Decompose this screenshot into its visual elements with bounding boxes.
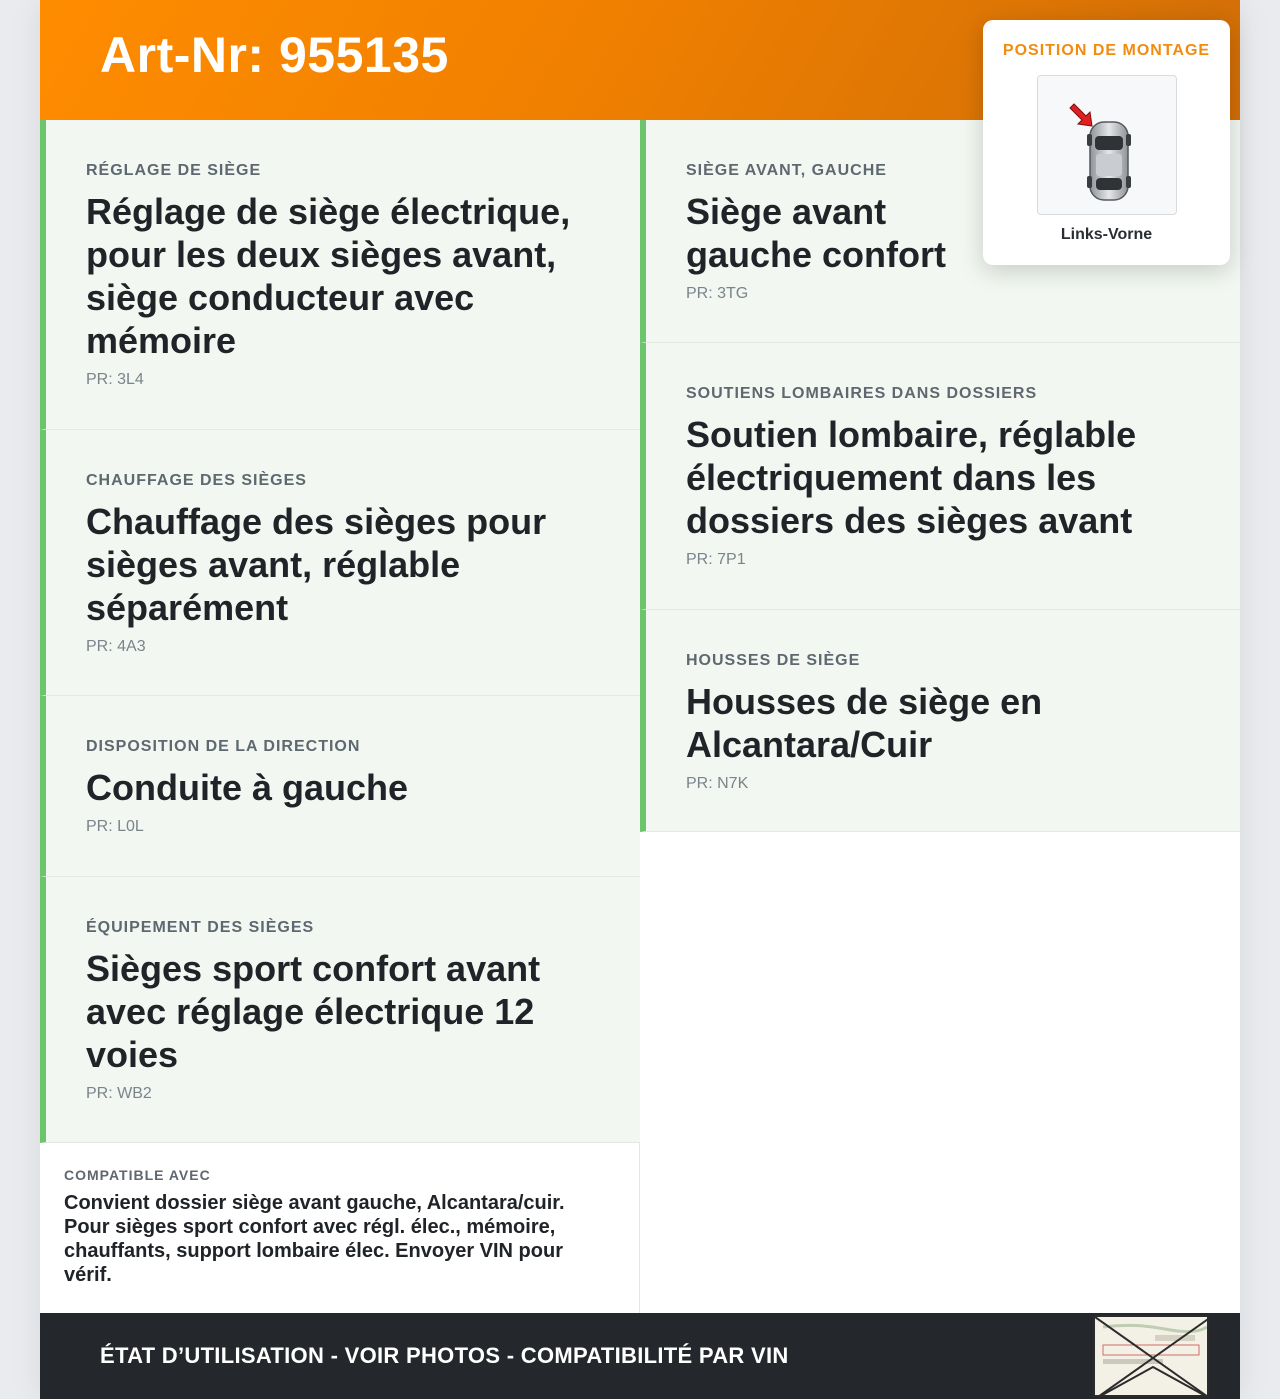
feature-label: SOUTIENS LOMBAIRES DANS DOSSIERS [686, 385, 1038, 402]
feature-pr-code: PR: 3TG [686, 285, 749, 302]
feature-pr-code: PR: N7K [686, 775, 749, 792]
compatibility-label: COMPATIBLE AVEC [64, 1167, 211, 1183]
compatibility-text: Convient dossier siège avant gauche, Alcantara/cuir. Pour sièges sport confort avec régl. élec., mémoire, chauffants, support lombaire élec. Envoyer VIN pour vérif. [64, 1192, 565, 1286]
position-arrow-icon [1070, 104, 1092, 126]
envelope-graphic [1095, 1317, 1209, 1397]
car-top-view-icon [1038, 76, 1178, 216]
car-position-frame[interactable] [1037, 75, 1177, 215]
envelope-icon[interactable] [1093, 1315, 1209, 1397]
feature-value: Siège avant gauche confort [686, 191, 947, 275]
feature-label: HOUSSES DE SIÈGE [686, 652, 861, 669]
feature-pr-code: PR: 3L4 [86, 371, 144, 388]
feature-value: Réglage de siège électrique, pour les deux sièges avant, siège conducteur avec mémoire [86, 191, 571, 361]
product-sheet [40, 0, 1240, 1399]
feature-card-seat-equipment [40, 877, 640, 1143]
feature-value: Conduite à gauche [86, 767, 409, 808]
feature-label: RÉGLAGE DE SIÈGE [86, 162, 262, 179]
feature-card-steering [40, 696, 640, 877]
feature-pr-code: PR: L0L [86, 818, 144, 835]
feature-value: Sièges sport confort avant avec réglage électrique 12 voies [86, 948, 541, 1075]
article-number-title: Art-Nr: 955135 [100, 27, 449, 83]
feature-label: ÉQUIPEMENT DES SIÈGES [86, 919, 315, 936]
feature-label: SIÈGE AVANT, GAUCHE [686, 162, 887, 179]
mounting-position-label: Links-Vorne [1060, 226, 1153, 243]
feature-card-seat-covers [640, 610, 1240, 832]
feature-card-seat-adjustment [40, 120, 640, 430]
mounting-position-popup [983, 20, 1230, 265]
footer-bar [40, 1313, 1240, 1399]
feature-value: Housses de siège en Alcantara/Cuir [686, 681, 1043, 765]
features-column-left [40, 120, 640, 1143]
mounting-position-title: POSITION DE MONTAGE [1002, 42, 1211, 59]
footer-condition-text: ÉTAT D’UTILISATION - VOIR PHOTOS - COMPATIBILITÉ PAR VIN [100, 1343, 789, 1368]
compatibility-section [40, 1143, 640, 1313]
feature-pr-code: PR: 4A3 [86, 638, 146, 655]
feature-value: Chauffage des sièges pour sièges avant, réglable séparément [86, 501, 547, 628]
feature-label: DISPOSITION DE LA DIRECTION [86, 738, 361, 755]
feature-value: Soutien lombaire, réglable électriquement dans les dossiers des sièges avant [686, 414, 1137, 541]
feature-card-lumbar-support [640, 343, 1240, 610]
feature-pr-code: PR: WB2 [86, 1085, 152, 1102]
feature-label: CHAUFFAGE DES SIÈGES [86, 472, 307, 489]
feature-pr-code: PR: 7P1 [686, 551, 746, 568]
feature-card-seat-heating [40, 430, 640, 696]
